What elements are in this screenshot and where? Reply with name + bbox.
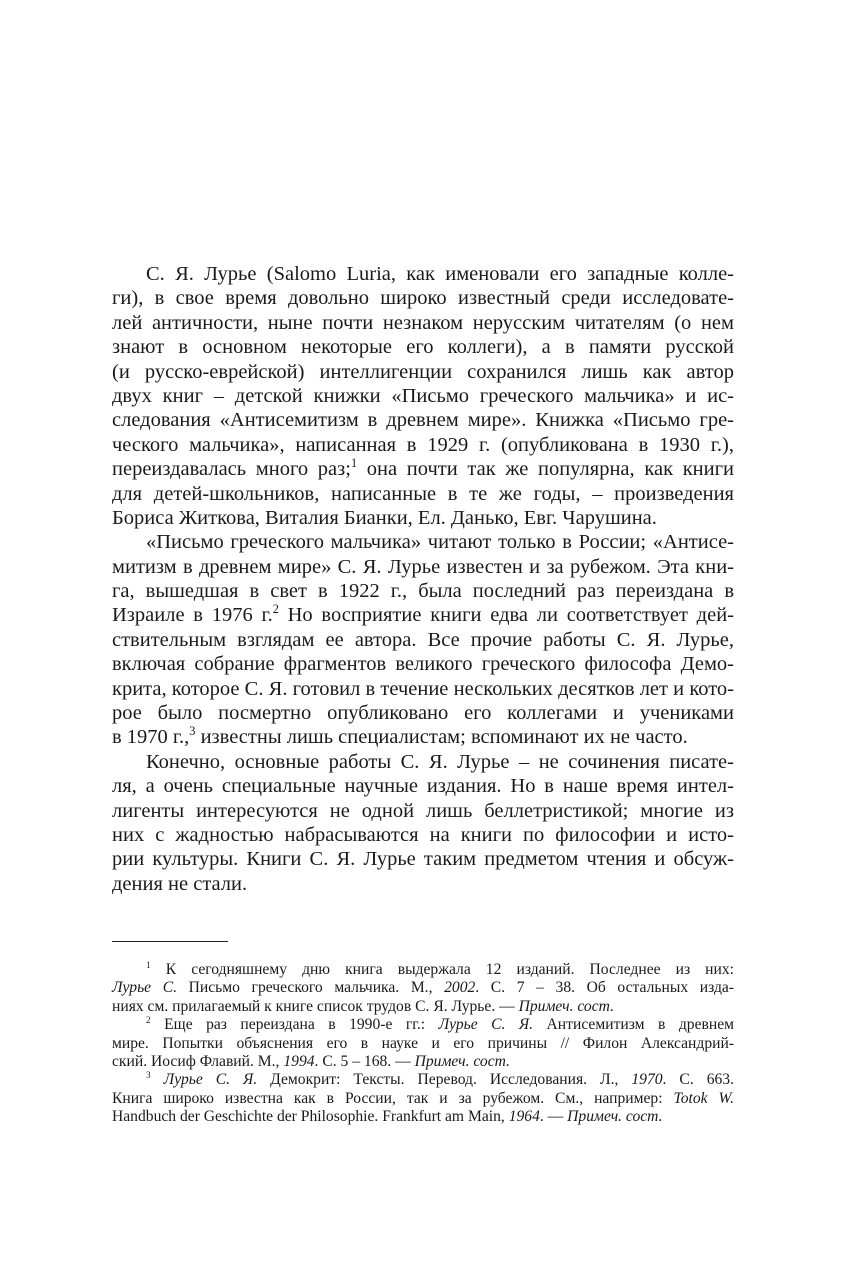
- footnote-ref[interactable]: 2: [272, 602, 279, 617]
- text-fragment: Письмо греческого мальчика. М.,: [177, 979, 445, 997]
- footnote-number: 1: [146, 960, 151, 971]
- footnote-ref[interactable]: 3: [189, 724, 196, 739]
- editor-note: Примеч. сост.: [414, 1052, 510, 1070]
- footnote-line: [112, 979, 734, 997]
- paragraph-1: [112, 262, 734, 530]
- footnote-line: [112, 1053, 734, 1071]
- footnote-divider: [112, 941, 228, 942]
- footnote-line: [112, 998, 734, 1016]
- footnote-number: 3: [146, 1071, 151, 1082]
- text-fragment: . —: [539, 1108, 568, 1126]
- text-fragment: Но восприятие книги едва ли соответствует дей-: [278, 604, 735, 627]
- author-name: Лурье С. Я.: [150, 1071, 258, 1089]
- footnote-line: мире. Попытки объяснения его в науке и его причины // Филон Александрий-: [112, 1034, 734, 1052]
- text-line: Бориса Житкова, Виталия Бианки, Ел. Данько, Евг. Чарушина.: [112, 506, 657, 529]
- footnote-line: [112, 961, 734, 979]
- text-line: двух книг – детской книжки «Письмо греческого мальчика» и ис-: [112, 384, 734, 407]
- text-fragment: ниях см. прилагаемый к книге список трудов С. Я. Лурье. —: [112, 997, 519, 1015]
- text-line: ствительным взглядам ее автора. Все прочие работы С. Я. Лурье,: [112, 628, 734, 651]
- year: 1964: [508, 1108, 540, 1126]
- footnotes: [112, 961, 734, 1127]
- text-line: Конечно, основные работы С. Я. Лурье – не сочинения писате-: [146, 750, 734, 773]
- footnote-3: [112, 1071, 734, 1126]
- text-fragment: ский. Иосиф Флавий. М.,: [112, 1052, 284, 1070]
- text-line: га, вышедшая в свет в 1922 г., была последний раз переиздана в: [112, 580, 734, 603]
- text-fragment: в 1970 г.,: [112, 726, 190, 749]
- author-name: Лурье С. Я.: [438, 1016, 534, 1034]
- footnote-line: [112, 1016, 734, 1034]
- editor-note: Примеч. сост.: [567, 1108, 663, 1126]
- text-fragment: известны лишь специалистам; вспоминают их не часто.: [195, 726, 688, 749]
- text-line: них с жадностью набрасываются на книги по философии и исто-: [112, 823, 734, 846]
- text-line: дения не стали.: [112, 872, 248, 895]
- text-line: рии культуры. Книги С. Я. Лурье таким предметом чтения и обсуж-: [112, 848, 734, 871]
- text-line: митизм в древнем мире» С. Я. Лурье известен и за рубежом. Эта кни-: [112, 555, 734, 578]
- text-fragment: Handbuch der Geschichte der Philosophie. Frankfurt am Main,: [112, 1108, 509, 1126]
- footnote-2: [112, 1016, 734, 1071]
- text-fragment: Израиле в 1976 г.: [112, 604, 273, 627]
- text-line: лигенты интересуются не одной лишь беллетристикой; многие из: [112, 799, 734, 822]
- text-line: (и русско-еврейской) интеллигенции сохранился лишь как автор: [112, 360, 734, 383]
- text-fragment: Антисемитизм в древнем: [533, 1016, 734, 1034]
- text-line: для детей-школьников, написанные в те же годы, – произведения: [112, 482, 734, 505]
- text-line: следования «Антисемитизм в древнем мире». Книжка «Письмо гре-: [112, 409, 734, 432]
- text-fragment: К сегодняшнему дню книга выдержала 12 изданий. Последнее из них:: [150, 961, 734, 978]
- text-line: ля, а очень специальные научные издания. Но в наше время интел-: [112, 775, 734, 798]
- paragraph-2: [112, 530, 734, 750]
- author-name: Лурье С.: [112, 979, 178, 997]
- year: 1970: [631, 1071, 663, 1089]
- text-line: [112, 603, 734, 627]
- author-name: Totok W.: [673, 1089, 734, 1107]
- footnote-number: 2: [146, 1015, 151, 1026]
- text-fragment: Книга широко известна как в России, так и за рубежом. См., например:: [112, 1089, 674, 1107]
- main-text: [112, 262, 734, 896]
- text-line: ги), в свое время довольно широко известный среди исследовате-: [112, 287, 734, 310]
- text-fragment: . С. 663.: [662, 1071, 734, 1089]
- text-line: включая собрание фрагментов великого греческого философа Демо-: [112, 653, 734, 676]
- text-line: «Письмо греческого мальчика» читают только в России; «Антисе-: [146, 531, 734, 554]
- text-fragment: переиздавалась много раз;: [112, 458, 351, 481]
- year: 2002: [444, 979, 476, 997]
- editor-note: Примеч. сост.: [518, 997, 614, 1015]
- text-line: ческого мальчика», написанная в 1929 г. (опубликована в 1930 г.),: [112, 433, 734, 456]
- text-fragment: . С. 7 – 38. Об остальных изда-: [475, 979, 734, 997]
- year: 1994: [283, 1052, 315, 1070]
- text-line: крита, которое С. Я. готовил в течение нескольких десятков лет и кото-: [112, 677, 734, 700]
- footnote-ref[interactable]: 1: [350, 456, 358, 471]
- footnote-line: [112, 1090, 734, 1108]
- text-fragment: она почти так же популярна, как книги: [357, 458, 734, 481]
- text-line: лей античности, ныне почти незнаком нерусским читателям (о нем: [112, 311, 734, 334]
- footnote-line: [112, 1108, 734, 1126]
- footnote-1: [112, 961, 734, 1016]
- footnote-line: [112, 1071, 734, 1089]
- paragraph-3: [112, 750, 734, 896]
- text-line: [112, 725, 734, 749]
- text-line: [112, 457, 734, 481]
- text-line: знают в основном некоторые его коллеги), а в памяти русской: [112, 336, 734, 359]
- text-line: рое было посмертно опубликовано его коллегами и учениками: [112, 702, 734, 725]
- text-fragment: Еще раз переиздана в 1990-е гг.:: [150, 1016, 439, 1034]
- text-fragment: . С. 5 – 168. —: [314, 1052, 415, 1070]
- text-fragment: Демокрит: Тексты. Перевод. Исследования. Л.,: [257, 1071, 632, 1089]
- text-line: С. Я. Лурье (Salomo Luria, как именовали его западные колле-: [146, 263, 734, 285]
